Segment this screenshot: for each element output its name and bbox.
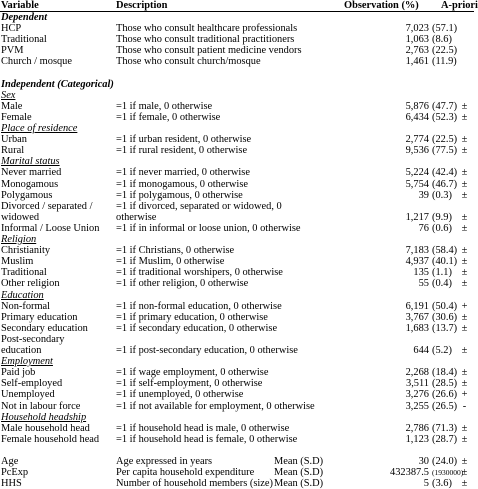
observation-count: 7,023 xyxy=(405,23,429,35)
observation-count: 644 xyxy=(413,344,429,356)
variable-cell: Informal / Loose Union xyxy=(1,222,100,234)
variable-cell: Unemployed xyxy=(1,389,55,401)
apriori-cell: ± xyxy=(461,322,468,334)
apriori-cell: ± xyxy=(461,222,468,234)
description-cell: Number of household members (size) xyxy=(116,478,273,489)
observation-count: 7,183 xyxy=(405,245,429,257)
variable-cell: Other religion xyxy=(1,278,60,290)
variable-cell: Secondary education xyxy=(1,322,88,334)
observation-percent: (11.9) xyxy=(432,56,457,68)
observation-count: 4,937 xyxy=(405,256,429,268)
table-row xyxy=(0,223,474,234)
variable-cell: Monogamous xyxy=(1,178,59,190)
table-row xyxy=(0,367,474,378)
observation-cell xyxy=(406,34,468,45)
apriori-cell: ± xyxy=(461,134,468,146)
observation-percent: (77.5) xyxy=(432,145,458,157)
description-cell: Those who consult healthcare professionals xyxy=(116,23,298,35)
apriori-cell: ± xyxy=(461,111,468,123)
variable-cell: Church / mosque xyxy=(1,56,72,68)
apriori-cell: ± xyxy=(461,145,468,157)
description-cell: =1 if Muslim, 0 otherwise xyxy=(116,256,225,268)
group-heading xyxy=(0,356,474,367)
description-cell: =1 if rural resident, 0 otherwise xyxy=(116,145,248,157)
variable-cell: Traditional xyxy=(1,34,47,46)
apriori-cell: - xyxy=(462,400,467,412)
observation-cell xyxy=(406,23,468,34)
description-stat-label: Mean (S.D) xyxy=(274,467,324,479)
apriori-cell: ± xyxy=(461,467,468,479)
table-row xyxy=(0,478,474,489)
header-description: Description xyxy=(116,0,168,11)
variable-cell: Never married xyxy=(1,167,62,179)
description-cell: =1 if secondary education, 0 otherwise xyxy=(116,322,278,334)
table-row xyxy=(0,378,474,389)
description-cell: Those who consult traditional practitioners xyxy=(116,34,295,46)
observation-count: 5,754 xyxy=(405,178,429,190)
variable-cell: Polygamous xyxy=(1,189,53,201)
table-header xyxy=(0,0,478,11)
variable-cell: HHS xyxy=(1,478,22,489)
variable-cell-line2: widowed xyxy=(1,211,40,223)
group-heading xyxy=(0,90,474,101)
table-row xyxy=(0,434,474,445)
description-cell-line2: =1 if post-secondary education, 0 otherwise xyxy=(116,344,298,356)
variable-cell: Self-employed xyxy=(1,378,63,390)
observation-count: 76 xyxy=(418,222,429,234)
observation-count: 2,763 xyxy=(405,45,429,57)
observation-percent: (1.1) xyxy=(432,267,452,279)
observation-percent: (0.3) xyxy=(432,189,452,201)
observation-percent: (3.6) xyxy=(432,478,452,489)
description-cell: =1 if unemployed, 0 otherwise xyxy=(116,389,244,401)
variable-cell: Primary education xyxy=(1,311,78,323)
variable-cell: Divorced / separated / xyxy=(1,200,93,212)
description-cell: =1 if other religion, 0 otherwise xyxy=(116,278,249,290)
observation-percent: (40.1) xyxy=(432,256,458,268)
observation-count: 5,876 xyxy=(405,100,429,112)
observation-count: 1,217 xyxy=(405,211,429,223)
observation-percent: (1930000) xyxy=(432,468,464,478)
observation-count: 3,767 xyxy=(405,311,429,323)
observation-count: 1,461 xyxy=(405,56,429,68)
group-heading xyxy=(0,156,474,167)
description-cell: =1 if non-formal education, 0 otherwise xyxy=(116,300,282,312)
observation-count: 432387.5 xyxy=(390,467,429,479)
group-label: Household headship xyxy=(1,411,87,423)
table-row xyxy=(0,23,474,34)
apriori-cell: ± xyxy=(461,311,468,323)
variable-cell-line2: education xyxy=(1,344,42,356)
table-row xyxy=(0,467,474,478)
group-heading xyxy=(0,290,474,301)
table-row xyxy=(0,401,474,412)
variable-cell: Paid job xyxy=(1,367,36,379)
table-row xyxy=(0,45,474,56)
variable-cell: PcExp xyxy=(1,467,29,479)
apriori-cell: ± xyxy=(461,211,468,223)
apriori-cell: ± xyxy=(461,178,468,190)
description-cell: =1 if male, 0 otherwise xyxy=(116,100,213,112)
observation-count: 6,191 xyxy=(405,300,429,312)
table-row xyxy=(0,134,474,145)
group-label: Marital status xyxy=(1,156,60,168)
table-row xyxy=(0,256,474,267)
observation-percent: (50.4) xyxy=(432,300,458,312)
description-cell: Those who consult patient medicine vendors xyxy=(116,45,302,57)
description-cell: =1 if urban resident, 0 otherwise xyxy=(116,134,252,146)
description-cell: Per capita household expenditure xyxy=(116,467,255,479)
group-heading xyxy=(0,234,474,245)
variable-cell: Age xyxy=(1,456,19,467)
variable-cell: Female household head xyxy=(1,433,100,445)
apriori-cell: + xyxy=(461,300,468,312)
variable-cell: PVM xyxy=(1,45,24,57)
description-cell-line2: otherwise xyxy=(116,211,157,223)
apriori-cell: ± xyxy=(461,478,468,489)
observation-percent: (28.7) xyxy=(432,433,458,445)
variable-cell: Male xyxy=(1,100,23,112)
variable-cell: Christianity xyxy=(1,245,51,257)
table-row xyxy=(0,423,474,434)
description-cell: =1 if monogamous, 0 otherwise xyxy=(116,178,248,190)
description-cell: =1 if self-employment, 0 otherwise xyxy=(116,378,263,390)
variable-cell: Muslim xyxy=(1,256,34,268)
description-cell: =1 if divorced, separated or widowed, 0 xyxy=(116,200,282,212)
observation-percent: (0.6) xyxy=(432,222,452,234)
variable-cell: Post-secondary xyxy=(1,333,65,345)
observation-percent: (9.9) xyxy=(432,211,452,223)
header-apriori: A-priori xyxy=(441,0,478,11)
apriori-cell: ± xyxy=(461,100,468,112)
observation-percent: (71.3) xyxy=(432,422,458,434)
variable-cell: Not in labour force xyxy=(1,400,81,412)
observation-percent: (5.2) xyxy=(432,344,452,356)
observation-count: 1,683 xyxy=(405,322,429,334)
observation-count: 30 xyxy=(418,456,429,467)
observation-percent: (8.6) xyxy=(432,34,452,46)
table-row xyxy=(0,145,474,156)
description-cell: =1 if primary education, 0 otherwise xyxy=(116,311,268,323)
observation-percent: (58.4) xyxy=(432,245,458,257)
observation-count: 5 xyxy=(423,478,429,489)
observation-count: 39 xyxy=(418,189,429,201)
table-row xyxy=(0,201,474,223)
variable-cell: Urban xyxy=(1,134,27,146)
table-row xyxy=(0,101,474,112)
header-variable: Variable xyxy=(1,0,39,11)
apriori-cell: ± xyxy=(461,256,468,268)
observation-count: 5,224 xyxy=(405,167,429,179)
group-label: Education xyxy=(1,289,44,301)
description-cell: =1 if female, 0 otherwise xyxy=(116,111,221,123)
observation-count: 6,434 xyxy=(405,111,429,123)
table-row xyxy=(0,190,474,201)
observation-percent: (42.4) xyxy=(432,167,458,179)
table-row xyxy=(0,312,474,323)
description-cell: =1 if in informal or loose union, 0 otherwise xyxy=(116,222,301,234)
observation-percent: (30.6) xyxy=(432,311,458,323)
description-cell: =1 if household head is male, 0 otherwise xyxy=(116,422,290,434)
description-stat-label: Mean (S.D) xyxy=(274,456,324,467)
observation-count: 2,268 xyxy=(405,367,429,379)
apriori-cell: ± xyxy=(461,367,468,379)
observation-percent: (52.3) xyxy=(432,111,458,123)
table-row xyxy=(0,112,474,123)
observation-percent: (47.7) xyxy=(432,100,458,112)
group-label: Place of residence xyxy=(1,123,78,134)
observation-percent: (0.4) xyxy=(432,278,452,290)
observation-count: 55 xyxy=(418,278,429,290)
apriori-cell: ± xyxy=(461,189,468,201)
apriori-cell: + xyxy=(461,389,468,401)
description-cell: =1 if not available for employment, 0 otherwise xyxy=(116,400,315,412)
group-label: Religion xyxy=(1,234,37,245)
observation-percent: (57.1) xyxy=(432,23,458,35)
table-row xyxy=(0,56,474,67)
group-heading xyxy=(0,123,474,134)
group-label: Employment xyxy=(1,356,53,368)
variable-cell: HCP xyxy=(1,23,22,35)
observation-percent: (18.4) xyxy=(432,367,458,379)
table-row xyxy=(0,245,474,256)
description-cell: =1 if polygamous, 0 otherwise xyxy=(116,189,243,201)
observation-percent: (26.6) xyxy=(432,389,458,401)
table-row xyxy=(0,278,474,289)
group-label: Sex xyxy=(1,89,16,101)
apriori-cell: ± xyxy=(461,433,468,445)
description-cell: =1 if wage employment, 0 otherwise xyxy=(116,367,269,379)
description-cell: =1 if household head is female, 0 otherwise xyxy=(116,433,298,445)
table-row xyxy=(0,323,474,334)
observation-percent: (22.5) xyxy=(432,45,458,57)
apriori-cell: ± xyxy=(461,456,468,467)
observation-count: 3,255 xyxy=(405,400,429,412)
variable-cell: Traditional xyxy=(1,267,47,279)
variable-cell: Female xyxy=(1,111,32,123)
observation-percent: (24.0) xyxy=(432,456,458,467)
observation-count: 1,123 xyxy=(405,433,429,445)
observation-count: 135 xyxy=(413,267,429,279)
table-row xyxy=(0,34,474,45)
variable-cell: Rural xyxy=(1,145,25,157)
section-label: Dependent xyxy=(1,12,48,23)
description-stat-label: Mean (S.D) xyxy=(274,478,324,489)
section-label: Independent (Categorical) xyxy=(1,78,114,90)
section-heading xyxy=(0,79,474,90)
observation-percent: (22.5) xyxy=(432,134,458,146)
table-row xyxy=(0,334,474,356)
apriori-cell: ± xyxy=(461,267,468,279)
header-observation: Observation (%) xyxy=(344,0,419,11)
description-cell: =1 if traditional worshipers, 0 otherwise xyxy=(116,267,283,279)
observation-count: 2,786 xyxy=(405,422,429,434)
section-heading xyxy=(0,12,474,23)
table-row xyxy=(0,389,474,400)
observation-count: 1,063 xyxy=(405,34,429,46)
apriori-cell: ± xyxy=(461,245,468,257)
table-row xyxy=(0,267,474,278)
variable-cell: Non-formal xyxy=(1,300,51,312)
apriori-cell: ± xyxy=(461,422,468,434)
table-row xyxy=(0,301,474,312)
observation-count: 3,511 xyxy=(406,378,429,390)
apriori-cell: ± xyxy=(461,344,468,356)
table-row xyxy=(0,179,474,190)
apriori-cell: ± xyxy=(461,378,468,390)
variable-cell: Male household head xyxy=(1,422,90,434)
observation-count: 3,276 xyxy=(405,389,429,401)
observation-cell xyxy=(406,45,468,56)
observation-percent: (28.5) xyxy=(432,378,458,390)
apriori-cell: ± xyxy=(461,167,468,179)
observation-count: 2,774 xyxy=(405,134,429,146)
apriori-cell: ± xyxy=(461,278,468,290)
observation-percent: (26.5) xyxy=(432,400,458,412)
description-cell: Those who consult church/mosque xyxy=(116,56,261,68)
description-cell: =1 if never married, 0 otherwise xyxy=(116,167,250,179)
table-row xyxy=(0,167,474,178)
observation-percent: (13.7) xyxy=(432,322,458,334)
description-cell: =1 if Christians, 0 otherwise xyxy=(116,245,235,257)
group-heading xyxy=(0,412,474,423)
observation-cell xyxy=(406,56,468,67)
observation-percent: (46.7) xyxy=(432,178,458,190)
table-row xyxy=(0,456,474,467)
description-cell: Age expressed in years xyxy=(116,456,213,467)
observation-count: 9,536 xyxy=(405,145,429,157)
